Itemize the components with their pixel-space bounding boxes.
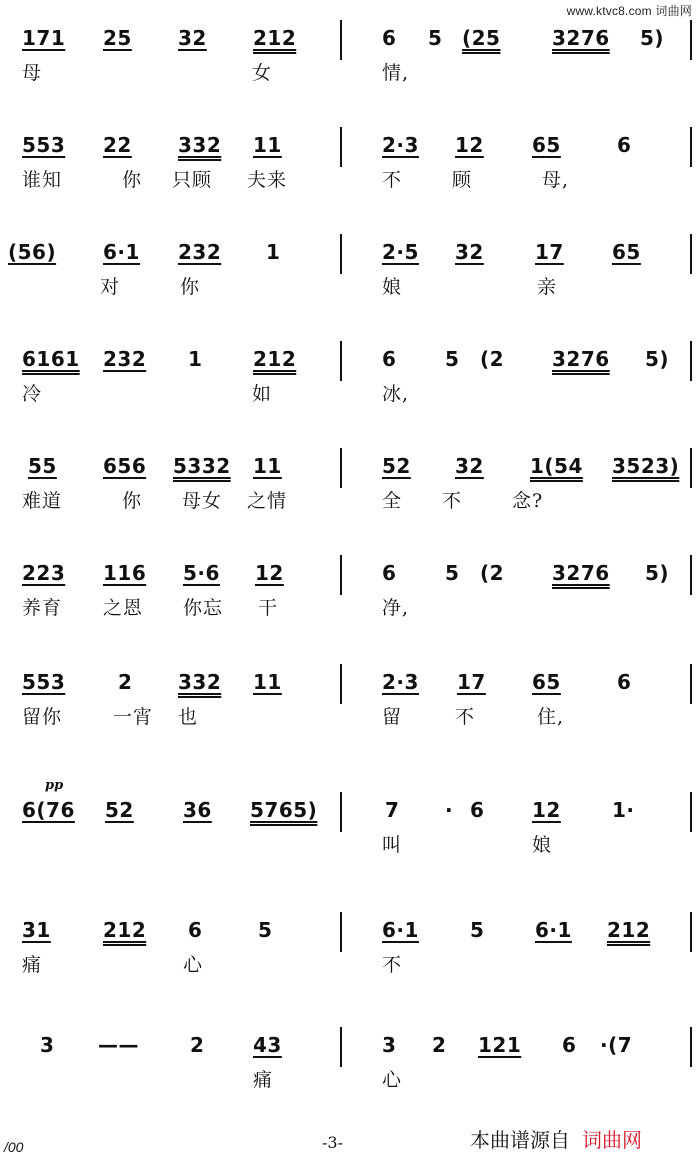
bar-line: [340, 1027, 342, 1067]
page-edge-mark: /00: [4, 1139, 24, 1155]
lyric-syllable: 只顾: [172, 169, 213, 191]
note-group: 656: [103, 454, 147, 478]
note-group: 3276: [552, 26, 610, 50]
lyric-syllable: 你: [122, 490, 143, 512]
lyric-syllable: 夫来: [247, 169, 288, 191]
note-group: 116: [103, 561, 147, 585]
score-system: [0, 446, 700, 516]
note-group: 12: [532, 798, 561, 822]
note-group: 5: [445, 561, 460, 585]
note-group: 212: [607, 918, 651, 942]
note-group: 6: [188, 918, 203, 942]
note-group: 6: [617, 670, 632, 694]
note-group: 223: [22, 561, 66, 585]
note-group: 5: [445, 347, 460, 371]
lyric-syllable: 不: [382, 954, 403, 976]
score-system: [0, 232, 700, 302]
note-group: 43: [253, 1033, 282, 1057]
note-group: 232: [178, 240, 222, 264]
lyric-syllable: 痛: [253, 1069, 274, 1091]
note-group: 3: [382, 1033, 397, 1057]
note-group: 31: [22, 918, 51, 942]
lyric-syllable: 净,: [382, 597, 410, 619]
note-group: 2·3: [382, 133, 419, 157]
lyric-syllable: 全: [382, 490, 403, 512]
bar-line: [340, 20, 342, 60]
note-group: 2: [432, 1033, 447, 1057]
score-system: [0, 18, 700, 88]
note-group: 5): [640, 26, 665, 50]
lyric-syllable: 住,: [537, 706, 565, 728]
note-group: 6: [617, 133, 632, 157]
note-group: 3276: [552, 561, 610, 585]
lyric-syllable: 心: [382, 1069, 403, 1091]
note-group: 3: [40, 1033, 55, 1057]
note-group: 212: [253, 347, 297, 371]
note-group: 232: [103, 347, 147, 371]
note-group: 332: [178, 133, 222, 157]
lyric-syllable: 干: [258, 597, 279, 619]
note-group: 5: [428, 26, 443, 50]
source-text: 本曲谱源自: [470, 1130, 570, 1152]
note-group: 17: [535, 240, 564, 264]
lyric-syllable: 留: [382, 706, 403, 728]
bar-line: [340, 664, 342, 704]
lyric-syllable: 如: [252, 383, 273, 405]
note-group: 3276: [552, 347, 610, 371]
lyric-syllable: 情,: [382, 62, 410, 84]
lyric-syllable: 你: [180, 276, 201, 298]
lyric-syllable: 顾: [452, 169, 473, 191]
bar-line-end: [690, 664, 692, 704]
note-group: 121: [478, 1033, 522, 1057]
note-group: 1(54: [530, 454, 583, 478]
note-group: 5332: [173, 454, 231, 478]
note-group: 5: [470, 918, 485, 942]
note-group: 6·1: [103, 240, 140, 264]
bar-line-end: [690, 792, 692, 832]
note-group: 11: [253, 454, 282, 478]
note-group: 1: [188, 347, 203, 371]
note-group: 32: [455, 454, 484, 478]
note-group: 6·1: [535, 918, 572, 942]
bar-line-end: [690, 127, 692, 167]
note-group: 6: [382, 347, 397, 371]
lyric-syllable: 谁知: [22, 169, 63, 191]
score-system: [0, 553, 700, 623]
lyric-syllable: 痛: [22, 954, 43, 976]
note-group: 553: [22, 133, 66, 157]
note-group: 212: [253, 26, 297, 50]
lyric-syllable: 冷: [22, 383, 43, 405]
lyric-syllable: 女: [252, 62, 273, 84]
note-group: 2·3: [382, 670, 419, 694]
note-group: 32: [178, 26, 207, 50]
note-group: 6(76: [22, 798, 75, 822]
lyric-syllable: 母: [22, 62, 43, 84]
bar-line: [340, 912, 342, 952]
note-group: 52: [382, 454, 411, 478]
source-note: [470, 1124, 642, 1153]
lyric-syllable: 冰,: [382, 383, 410, 405]
note-group: 11: [253, 133, 282, 157]
lyric-syllable: 你忘: [183, 597, 224, 619]
bar-line-end: [690, 1027, 692, 1067]
score-system: [0, 910, 700, 980]
note-group: 11: [253, 670, 282, 694]
bar-line-end: [690, 234, 692, 274]
lyric-syllable: 之恩: [103, 597, 144, 619]
bar-line-end: [690, 448, 692, 488]
bar-line-end: [690, 20, 692, 60]
note-group: 1: [266, 240, 281, 264]
bar-line: [340, 341, 342, 381]
note-group: 171: [22, 26, 66, 50]
lyric-syllable: 你: [122, 169, 143, 191]
lyric-syllable: 也: [178, 706, 199, 728]
note-group: 553: [22, 670, 66, 694]
bar-line: [340, 555, 342, 595]
lyric-syllable: 娘: [382, 276, 403, 298]
note-group: 5): [645, 561, 670, 585]
note-group: 2: [118, 670, 133, 694]
note-group: 6: [562, 1033, 577, 1057]
note-group: 32: [455, 240, 484, 264]
note-group: 52: [105, 798, 134, 822]
note-group: 12: [455, 133, 484, 157]
note-group: 212: [103, 918, 147, 942]
lyric-syllable: 不: [442, 490, 463, 512]
bar-line-end: [690, 912, 692, 952]
lyric-syllable: 叫: [382, 834, 403, 856]
bar-line: [340, 792, 342, 832]
note-group: 2·5: [382, 240, 419, 264]
bar-line: [340, 448, 342, 488]
note-group: ——: [98, 1033, 139, 1057]
note-group: 7: [385, 798, 400, 822]
lyric-syllable: 亲: [537, 276, 558, 298]
note-group: ·: [445, 798, 454, 822]
note-group: 6·1: [382, 918, 419, 942]
page-number: -3-: [322, 1133, 343, 1152]
lyric-syllable: 对: [100, 276, 121, 298]
note-group: 17: [457, 670, 486, 694]
bar-line: [340, 127, 342, 167]
note-group: 36: [183, 798, 212, 822]
note-group: 5): [645, 347, 670, 371]
score-system: [0, 662, 700, 732]
note-group: 25: [103, 26, 132, 50]
bar-line-end: [690, 555, 692, 595]
lyric-syllable: 心: [183, 954, 204, 976]
note-group: 6: [382, 26, 397, 50]
lyric-syllable: 不: [455, 706, 476, 728]
note-group: 6: [470, 798, 485, 822]
note-group: 22: [103, 133, 132, 157]
note-group: (56): [8, 240, 57, 264]
bar-line: [340, 234, 342, 274]
lyric-syllable: 娘: [532, 834, 553, 856]
note-group: ·(7: [600, 1033, 633, 1057]
note-group: 6: [382, 561, 397, 585]
lyric-syllable: 之情: [247, 490, 288, 512]
note-group: 1·: [612, 798, 635, 822]
score-system: [0, 339, 700, 409]
lyric-syllable: 难道: [22, 490, 63, 512]
score-system: [0, 1025, 700, 1095]
note-group: 5: [258, 918, 273, 942]
note-group: 2: [190, 1033, 205, 1057]
lyric-syllable: 母女: [182, 490, 223, 512]
lyric-syllable: 念?: [512, 490, 544, 512]
score-system: [0, 778, 700, 860]
note-group: 3523): [612, 454, 680, 478]
note-group: 12: [255, 561, 284, 585]
lyric-syllable: 不: [382, 169, 403, 191]
score-system: [0, 125, 700, 195]
site-url: www.ktvc8.com 词曲网: [566, 4, 692, 18]
note-group: (2: [480, 561, 505, 585]
bar-line-end: [690, 341, 692, 381]
note-group: 65: [532, 133, 561, 157]
note-group: 65: [612, 240, 641, 264]
note-group: 5·6: [183, 561, 220, 585]
note-group: 65: [532, 670, 561, 694]
dynamic-mark: pp: [45, 778, 64, 793]
note-group: 332: [178, 670, 222, 694]
note-group: 5765): [250, 798, 318, 822]
lyric-syllable: 母,: [542, 169, 570, 191]
note-group: (2: [480, 347, 505, 371]
lyric-syllable: 留你: [22, 706, 63, 728]
note-group: (25: [462, 26, 501, 50]
note-group: 55: [28, 454, 57, 478]
note-group: 6161: [22, 347, 80, 371]
source-brand: 词曲网: [582, 1130, 642, 1152]
lyric-syllable: 养育: [22, 597, 63, 619]
lyric-syllable: 一宵: [113, 706, 154, 728]
